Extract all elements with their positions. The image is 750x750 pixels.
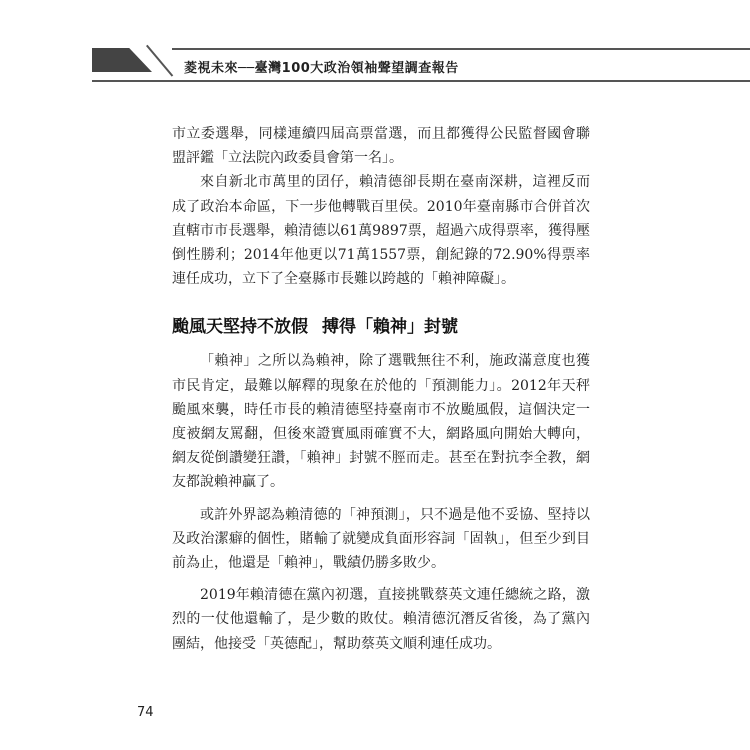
page-number: 74: [137, 705, 154, 720]
section-heading-part-2: 搏得「賴神」封號: [322, 317, 458, 338]
paragraph: 來自新北市萬里的囝仔，賴清德卻長期在臺南深耕，這裡反而成了政治本命區，下一步他轉戰百里侯。2010年臺南縣市合併首次直轄市市長選舉，賴清德以61萬9897票，超過六成得票率，獲得壓倒性勝利；2014年他更以71萬1557票，創紀錄的72.90%得票率連任成功，立下了全臺縣市長難以跨越的「賴神障礙」。: [172, 174, 590, 288]
paragraph: 2019年賴清德在黨內初選，直接挑戰蔡英文連任總統之路，激烈的一仗他還輸了，是少數的敗仗。賴清德沉潛反省後，為了黨內團結，他接受「英德配」，幫助蔡英文順利連任成功。: [172, 587, 590, 652]
paragraph: 或許外界認為賴清德的「神預測」，只不過是他不妥協、堅持以及政治潔癖的個性，賭輸了就變成負面形容詞「固執」，但至少到目前為止，他還是「賴神」，戰績仍勝多敗少。: [172, 506, 590, 572]
section-heading-part-1: 颱風天堅持不放假: [172, 317, 308, 338]
section-heading: [172, 315, 590, 339]
body-text: [172, 122, 590, 656]
header-rule-bottom: [92, 80, 750, 82]
paragraph: 「賴神」之所以為賴神，除了選戰無往不利，施政滿意度也獲市民肯定，最難以解釋的現象在於他的「預測能力」。2012年天秤颱風來襲，時任市長的賴清德堅持臺南市不放颱風假，這個決定一度被網友罵翻，但後來證實風雨確實不大，網路風向開始大轉向，網友從倒讚變狂讚，「賴神」封號不脛而走。甚至在對抗李全教，網友都說賴神贏了。: [172, 353, 590, 491]
paragraph-continued: 市立委選舉，同樣連續四屆高票當選，而且都獲得公民監督國會聯盟評鑑「立法院內政委員會第一名」。: [172, 126, 590, 167]
header-rule-top: [172, 48, 750, 50]
header-tab-decoration: [92, 48, 152, 72]
running-head: 菱視未來──臺灣100大政治領袖聲望調查報告: [184, 61, 459, 76]
